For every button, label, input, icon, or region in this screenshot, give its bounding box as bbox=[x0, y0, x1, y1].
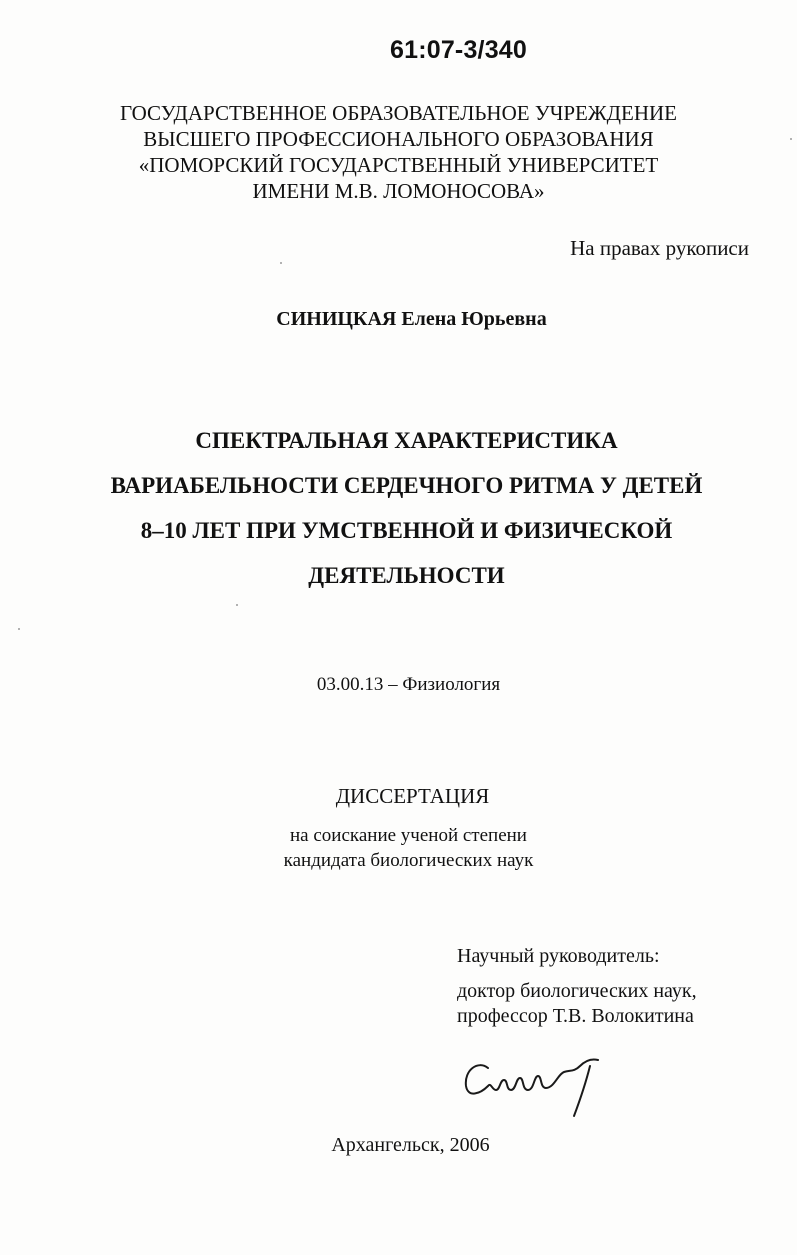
manuscript-rights-note: На правах рукописи bbox=[570, 236, 749, 260]
author-given-names: Елена Юрьевна bbox=[401, 308, 547, 330]
degree-line: на соискание ученой степени bbox=[290, 825, 527, 846]
document-type-label: ДИССЕРТАЦИЯ bbox=[335, 784, 490, 808]
institution-line: «ПОМОРСКИЙ ГОСУДАРСТВЕННЫЙ УНИВЕРСИТЕТ bbox=[138, 153, 659, 177]
scan-speck bbox=[280, 262, 282, 264]
institution-line: ГОСУДАРСТВЕННОЕ ОБРАЗОВАТЕЛЬНОЕ УЧРЕЖДЕНИЕ bbox=[120, 101, 677, 125]
degree-line: кандидата биологических наук bbox=[283, 850, 534, 871]
supervisor-label: Научный руководитель: bbox=[457, 945, 660, 967]
scan-speck bbox=[18, 628, 20, 630]
degree-statement bbox=[0, 823, 797, 873]
dissertation-title bbox=[0, 418, 797, 598]
city-and-year: Архангельск, 2006 bbox=[331, 1134, 490, 1156]
scan-speck bbox=[236, 604, 238, 606]
institution-line: ИМЕНИ М.В. ЛОМОНОСОВА» bbox=[252, 179, 545, 203]
title-line: 8–10 ЛЕТ ПРИ УМСТВЕННОЙ И ФИЗИЧЕСКОЙ bbox=[140, 518, 673, 543]
catalog-code: 61:07-3/340 bbox=[389, 36, 528, 64]
title-line: СПЕКТРАЛЬНАЯ ХАРАКТЕРИСТИКА bbox=[195, 428, 618, 453]
supervisor-block bbox=[457, 944, 697, 1029]
specialty-code: 03.00.13 – Физиология bbox=[316, 674, 501, 695]
author-surname: СИНИЦКАЯ bbox=[276, 308, 397, 330]
title-line: ДЕЯТЕЛЬНОСТИ bbox=[308, 563, 505, 588]
scan-speck bbox=[790, 138, 792, 140]
author-name bbox=[0, 308, 797, 331]
title-line: ВАРИАБЕЛЬНОСТИ СЕРДЕЧНОГО РИТМА У ДЕТЕЙ bbox=[110, 473, 703, 498]
supervisor-line: доктор биологических наук, bbox=[457, 980, 697, 1002]
institution-name bbox=[0, 100, 797, 204]
institution-line: ВЫСШЕГО ПРОФЕССИОНАЛЬНОГО ОБРАЗОВАНИЯ bbox=[143, 127, 654, 151]
supervisor-line: профессор Т.В. Волокитина bbox=[457, 1005, 694, 1027]
handwritten-signature-icon bbox=[458, 1050, 618, 1122]
